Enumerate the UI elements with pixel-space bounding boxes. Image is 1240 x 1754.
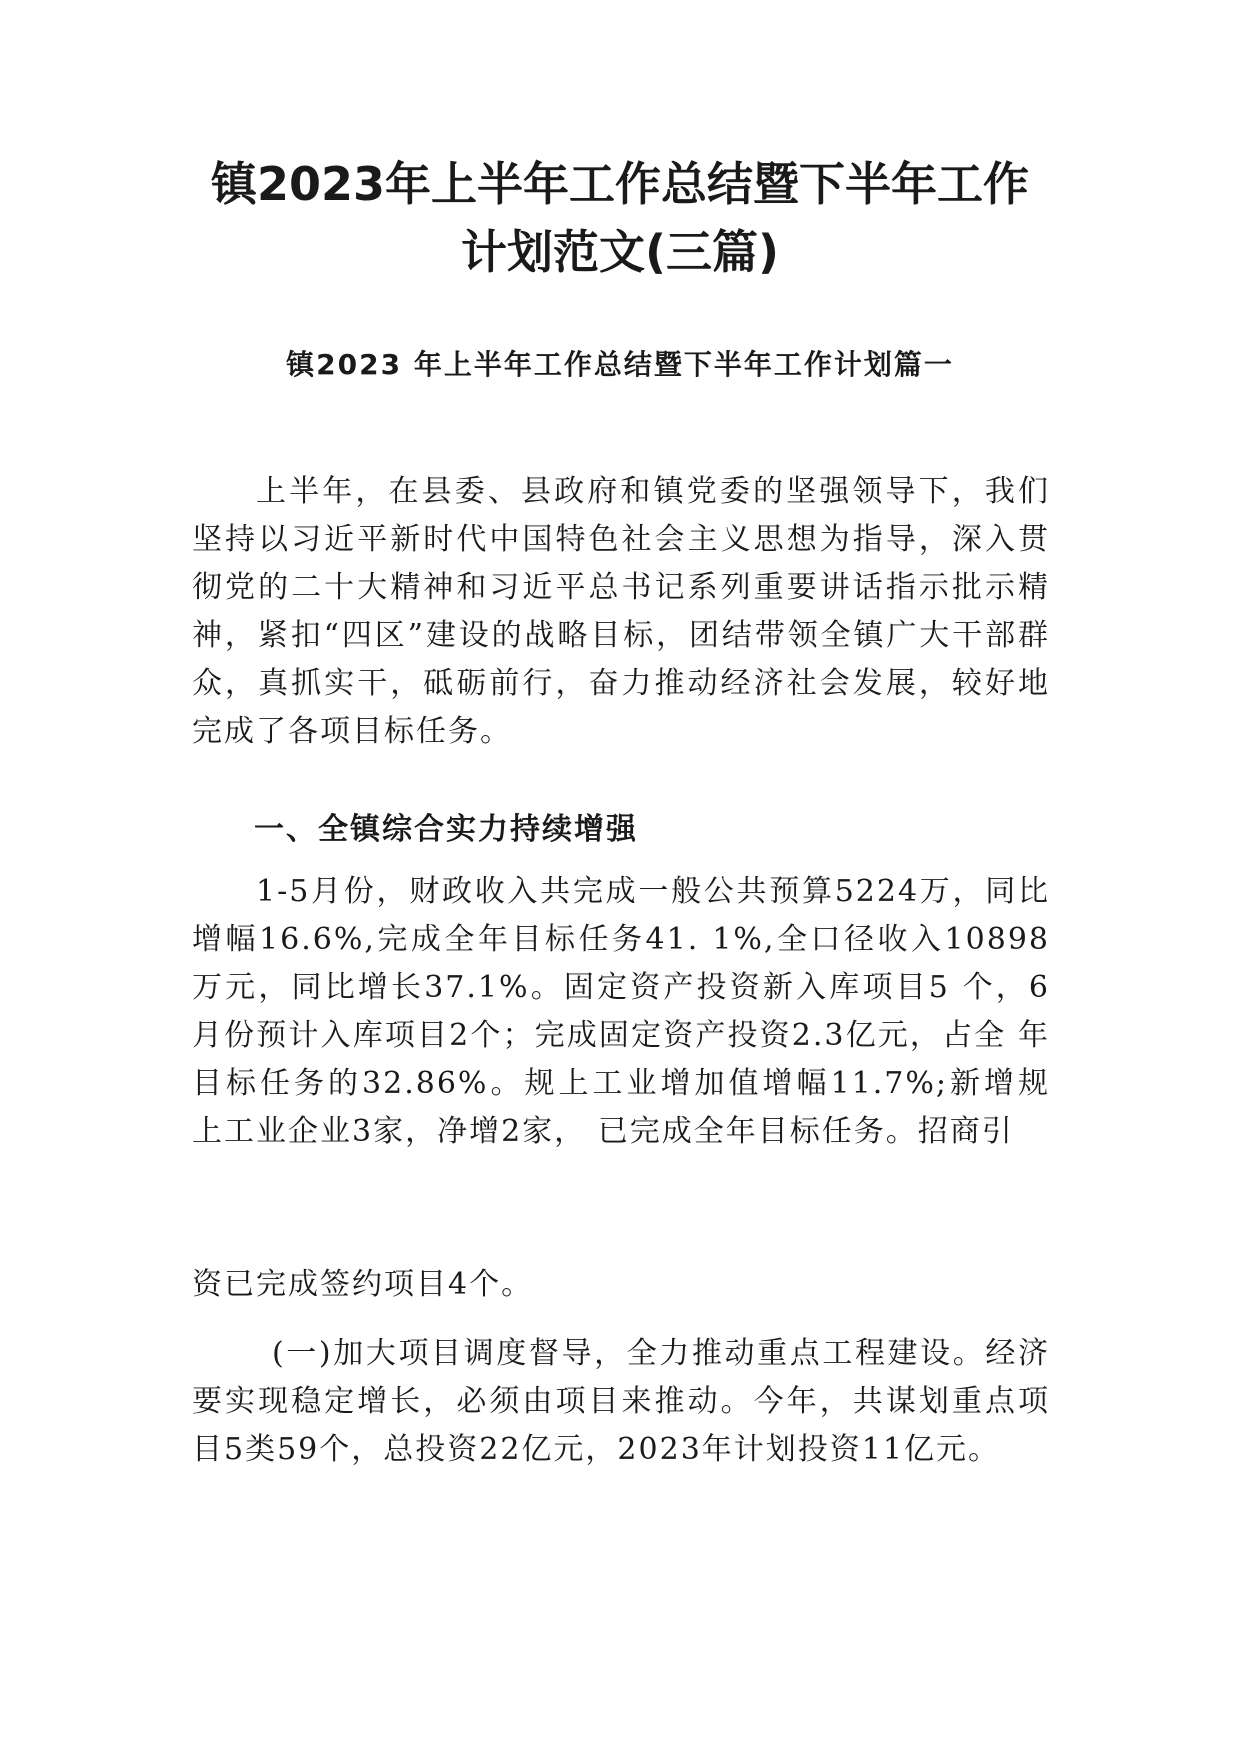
document-title-line-1: 镇2023年上半年工作总结暨下半年工作 (210, 157, 1030, 211)
finance-paragraph: 1-5月份，财政收入共完成一般公共预算5224万，同比 增幅16.6%,完成全年目标任务41. 1%,全口径收入10898 万元，同比增长37.1%。固定资产投资新入库项目5 个，6 月份预计入库项目2个；完成固定资产投资2.3亿元，占全 年目标任务的32.86%。规上工业增加值增幅11.7%;新增规 上工业企业3家，净增2家， 已完成全年目标任务。招商引 (192, 874, 1050, 1149)
investment-paragraph: 资已完成签约项目4个。 (192, 1267, 534, 1302)
project-paragraph: (一)加大项目调度督导，全力推动重点工程建设。经济要实现稳定增长，必须由项目来推动。今年，共谋划重点项目5类59个，总投资22亿元，2023年计划投资11亿元。 (192, 1336, 1050, 1467)
document-title-line-2: 计划范文(三篇) (460, 225, 780, 279)
section-heading: 一、全镇综合实力持续增强 (254, 812, 638, 847)
intro-paragraph: 上半年，在县委、县政府和镇党委的坚强领导下，我们坚持以习近平新时代中国特色社会主义思想为指导，深入贯彻党的二十大精神和习近平总书记系列重要讲话指示批示精神，紧扣“四区”建设的战略目标，团结带领全镇广大干部群众，真抓实干，砥砺前行，奋力推动经济社会发展，较好地完成了各项目标任务。 (192, 474, 1050, 749)
section-subtitle: 镇2023 年上半年工作总结暨下半年工作计划篇一 (286, 348, 954, 381)
document-title (150, 150, 1090, 286)
